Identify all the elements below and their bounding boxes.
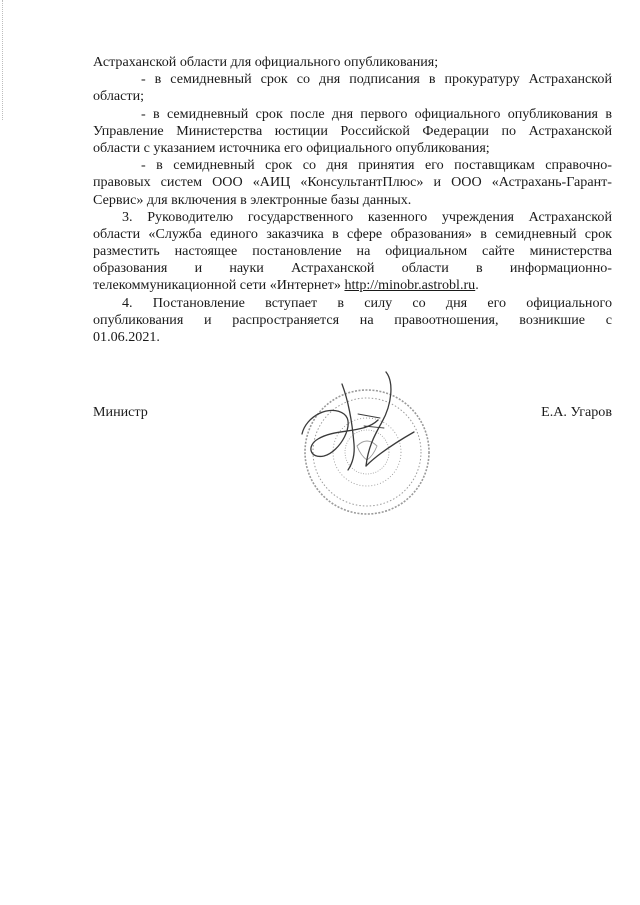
- doc-line-2: [93, 71, 612, 88]
- line-text: Астраханской области для официального опубликования;: [93, 54, 439, 70]
- doc-line-7: [93, 157, 612, 174]
- line-text: телекоммуникационной сети «Интернет»: [93, 277, 345, 294]
- official-seal-with-signature: [282, 360, 452, 530]
- doc-line-13: [93, 260, 612, 277]
- line-text: области «Служба единого заказчика в сфере образования» в семидневный срок: [93, 225, 612, 242]
- line-text: области;: [93, 88, 145, 105]
- line-text: области с указанием источника его официального опубликования;: [93, 139, 490, 156]
- line-text: - в семидневный срок после дня первого официального опубликования в: [141, 105, 612, 122]
- line-text: образования и науки Астраханской области в информационно-: [93, 260, 612, 277]
- doc-line-12: [93, 243, 612, 260]
- line-text: Управление Министерства юстиции Российской Федерации по Астраханской: [93, 122, 612, 139]
- doc-line-14: [93, 277, 612, 294]
- line-text: 3. Руководителю государственного казенного учреждения Астраханской: [122, 208, 612, 225]
- line-text: опубликования и распространяется на правоотношения, возникшие с: [93, 311, 612, 328]
- line-text: разместить настоящее постановление на официальном сайте министерства: [93, 243, 612, 260]
- document-body: [93, 54, 612, 346]
- doc-line-1: [93, 54, 612, 71]
- doc-line-5: [93, 123, 612, 140]
- line-text: 01.06.2021.: [93, 329, 160, 345]
- seal-stamp: [305, 390, 429, 514]
- line-text: 4. Постановление вступает в силу со дня его официального: [122, 294, 612, 311]
- line-text: - в семидневный срок со дня подписания в прокуратуру Астраханской: [141, 71, 612, 88]
- handwritten-signature: [302, 372, 414, 470]
- doc-line-8: [93, 174, 612, 191]
- doc-line-16: [93, 312, 612, 329]
- trailing-punctuation: .: [475, 277, 479, 294]
- line-text: правовых систем ООО «АИЦ «КонсультантПлюс» и ООО «Астрахань-Гарант-: [93, 174, 612, 191]
- doc-line-15: [93, 295, 612, 312]
- ministry-website-link[interactable]: http://minobr.astrobl.ru: [344, 277, 476, 294]
- doc-line-3: [93, 88, 612, 105]
- doc-line-11: [93, 226, 612, 243]
- doc-line-17: [93, 329, 612, 346]
- doc-line-4: [93, 106, 612, 123]
- doc-line-10: [93, 209, 612, 226]
- line-text: Сервис» для включения в электронные базы данных.: [93, 191, 412, 208]
- scan-margin-marks: [2, 0, 7, 120]
- doc-line-9: [93, 192, 612, 209]
- signatory-position: Министр: [93, 404, 148, 420]
- signatory-name: Е.А. Угаров: [541, 404, 612, 420]
- line-text: - в семидневный срок со дня принятия его поставщикам справочно-: [141, 157, 612, 174]
- doc-line-6: [93, 140, 612, 157]
